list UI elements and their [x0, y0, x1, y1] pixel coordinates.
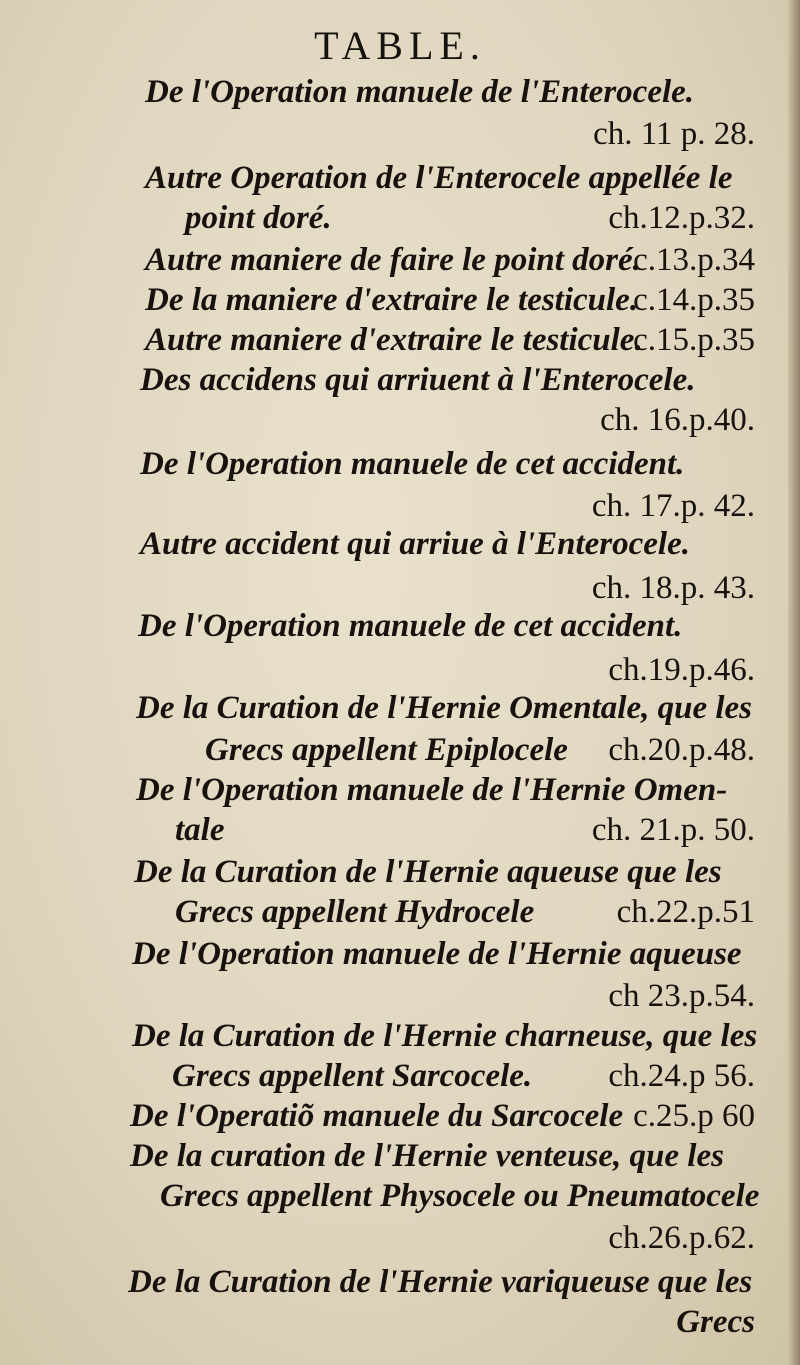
toc-entry-title: De la curation de l'Hernie venteuse, que les [130, 1138, 724, 1174]
toc-entry-title-cont: Grecs appellent Epiplocele [205, 732, 568, 768]
toc-entry-title: De l'Operation manuele de l'Enterocele. [145, 74, 695, 110]
toc-entry-ref: ch.24.p 56. [608, 1058, 755, 1094]
toc-entry-ref: ch. 11 p. 28. [593, 116, 755, 152]
toc-entry-title: De la Curation de l'Hernie charneuse, que les [132, 1018, 758, 1054]
toc-entry-title: Autre maniere d'extraire le testicule. [145, 322, 643, 358]
toc-entry-title: De la Curation de l'Hernie aqueuse que les [134, 854, 722, 890]
toc-entry-ref: ch. 18.p. 43. [591, 570, 755, 606]
toc-entry-title-cont: Grecs appellent Physocele ou Pneumatocele [160, 1178, 760, 1214]
toc-entry-title-cont: tale [175, 812, 225, 848]
toc-entry-title: De l'Operation manuele de cet accident. [138, 608, 683, 644]
toc-entry-ref: c.14.p.35 [633, 282, 755, 318]
toc-entry-title: De l'Operation manuele de cet accident. [140, 446, 685, 482]
toc-entry-ref: ch.22.p.51 [616, 894, 755, 930]
toc-entry-title: Des accidens qui arriuent à l'Enterocele. [140, 362, 696, 398]
toc-entry-ref: ch 23.p.54. [608, 978, 755, 1014]
toc-entry-ref: ch. 21.p. 50. [591, 812, 755, 848]
toc-entry-title: De l'Operation manuele de l'Hernie Omen- [136, 772, 728, 808]
toc-entry-title: De la maniere d'extraire le testicule. [145, 282, 639, 318]
toc-entry-title: De la Curation de l'Hernie Omentale, que les [136, 690, 752, 726]
toc-entry-title: Autre Operation de l'Enterocele appellée le [145, 160, 733, 196]
toc-entry-ref: ch.20.p.48. [608, 732, 755, 768]
toc-entry-ref: ch.19.p.46. [608, 652, 755, 688]
toc-entry-title-cont: Grecs appellent Hydrocele [175, 894, 535, 930]
toc-entry-ref: ch.26.p.62. [608, 1220, 755, 1256]
toc-entry-title: Autre accident qui arriue à l'Enterocele. [140, 526, 690, 562]
toc-entry-title: Autre maniere de faire le point doré. [145, 242, 641, 278]
toc-entry-ref: ch. 17.p. 42. [591, 488, 755, 524]
page-edge-shadow [788, 0, 800, 1365]
toc-entry-title: De l'Operation manuele de l'Hernie aqueuse [132, 936, 742, 972]
toc-entry-title: De la Curation de l'Hernie variqueuse que les [128, 1264, 753, 1300]
toc-entry-ref: c.13.p.34 [633, 242, 755, 278]
catchword: Grecs [676, 1304, 755, 1340]
toc-entry-ref: ch. 16.p.40. [600, 402, 755, 438]
toc-entry-title-cont: Grecs appellent Sarcocele. [172, 1058, 533, 1094]
toc-entry-ref: c.25.p 60 [633, 1098, 755, 1134]
toc-entry-title-cont: point doré. [185, 200, 332, 236]
page-header: TABLE. [314, 23, 486, 68]
toc-entry-ref: c.15.p.35 [633, 322, 755, 358]
toc-entry-title: De l'Operatiõ manuele du Sarcocele [130, 1098, 624, 1134]
toc-entry-ref: ch.12.p.32. [608, 200, 755, 236]
